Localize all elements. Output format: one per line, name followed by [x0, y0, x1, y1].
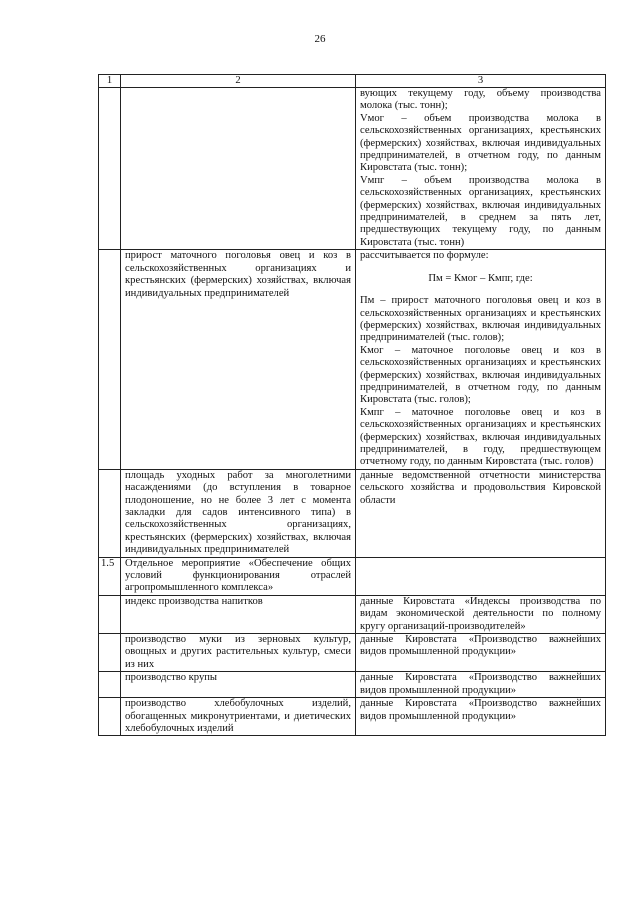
table-row	[99, 634, 606, 672]
table-row	[99, 88, 606, 250]
source-cell	[356, 469, 606, 557]
row-number	[99, 469, 121, 557]
indicator-cell	[121, 88, 356, 250]
row-number: 1.5	[99, 557, 121, 595]
source-cell: данные Кировстата «Производство важнейших видов промышленной продукции»	[356, 698, 606, 736]
source-paragraph: данные ведомственной отчетности министерства сельского хозяйства и продовольствия Кировской области	[360, 469, 601, 506]
indicator-table	[98, 74, 606, 736]
row-number	[99, 634, 121, 672]
header-col-1: 1	[99, 75, 121, 88]
source-cell	[356, 250, 606, 470]
row-number	[99, 88, 121, 250]
source-paragraph: Кмпг – маточное поголовье овец и коз в сельскохозяйственных организациях и крестьянских (фермерских) хозяйствах, включая индивидуальных предпринимателей, в году, предшествующем отчетному году, по данным Кировстата (тыс. голов)	[360, 406, 601, 468]
indicator-cell: площадь уходных работ за многолетними насаждениями (до вступления в товарное плодоношение, но не более 3 лет с момента закладки для садов интенсивного типа) в сельскохозяйственных организациях, крестьянских (фермерских) хозяйствах, включая индивидуальных предпринимателей	[121, 469, 356, 557]
header-col-2: 2	[121, 75, 356, 88]
source-paragraph: Vмпг – объем производства молока в сельскохозяйственных организациях, крестьянских (фермерских) хозяйствах, включая индивидуальных предпринимателей, в среднем за пять лет, предшествующих текущему году, по данным Кировстата (тыс. тонн)	[360, 174, 601, 248]
source-cell	[356, 557, 606, 595]
source-cell: данные Кировстата «Индексы производства по видам экономической деятельности по полному кругу организаций-производителей»	[356, 595, 606, 633]
table-row	[99, 672, 606, 698]
source-cell: данные Кировстата «Производство важнейших видов промышленной продукции»	[356, 672, 606, 698]
source-intro: рассчитывается по формуле:	[360, 250, 489, 262]
row-number	[99, 595, 121, 633]
source-paragraph: Пм – прирост маточного поголовья овец и коз в сельскохозяйственных организациях и крестьянских (фермерских) хозяйствах, включая индивидуальных предпринимателей (тыс. голов);	[360, 295, 601, 344]
indicator-cell: производство муки из зерновых культур, овощных и других растительных культур, смеси из них	[121, 634, 356, 672]
indicator-cell: производство хлебобулочных изделий, обогащенных микронутриентами, и диетических хлебобулочных изделий	[121, 698, 356, 736]
row-number	[99, 698, 121, 736]
table-row	[99, 469, 606, 557]
header-col-3: 3	[356, 75, 606, 88]
table-header-row	[99, 75, 606, 88]
table-row	[99, 557, 606, 595]
table-row	[99, 698, 606, 736]
source-paragraph: Кмог – маточное поголовье овец и коз в сельскохозяйственных организациях и крестьянских (фермерских) хозяйствах, включая индивидуальных предпринимателей, в отчетном году, по данным Кировстата (тыс. голов);	[360, 344, 601, 406]
source-cell	[356, 88, 606, 250]
table-row	[99, 250, 606, 470]
formula: Пм = Кмог – Кмпг, где:	[428, 272, 533, 284]
row-number	[99, 250, 121, 470]
source-paragraph: Vмог – объем производства молока в сельскохозяйственных организациях, крестьянских (фермерских) хозяйствах, включая индивидуальных предпринимателей, в отчетном году, по данным Кировстата (тыс. тонн);	[360, 112, 601, 174]
indicator-cell: Отдельное мероприятие «Обеспечение общих условий функционирования отраслей агропромышленного комплекса»	[121, 557, 356, 595]
indicator-cell: прирост маточного поголовья овец и коз в сельскохозяйственных организациях и крестьянских (фермерских) хозяйствах, включая индивидуальных предпринимателей	[121, 250, 356, 470]
table-row	[99, 595, 606, 633]
indicator-cell: индекс производства напитков	[121, 595, 356, 633]
row-number	[99, 672, 121, 698]
source-cell: данные Кировстата «Производство важнейших видов промышленной продукции»	[356, 634, 606, 672]
source-paragraph: вующих текущему году, объему производства молока (тыс. тонн);	[360, 88, 601, 112]
indicator-cell: производство крупы	[121, 672, 356, 698]
page-number: 26	[314, 33, 326, 45]
